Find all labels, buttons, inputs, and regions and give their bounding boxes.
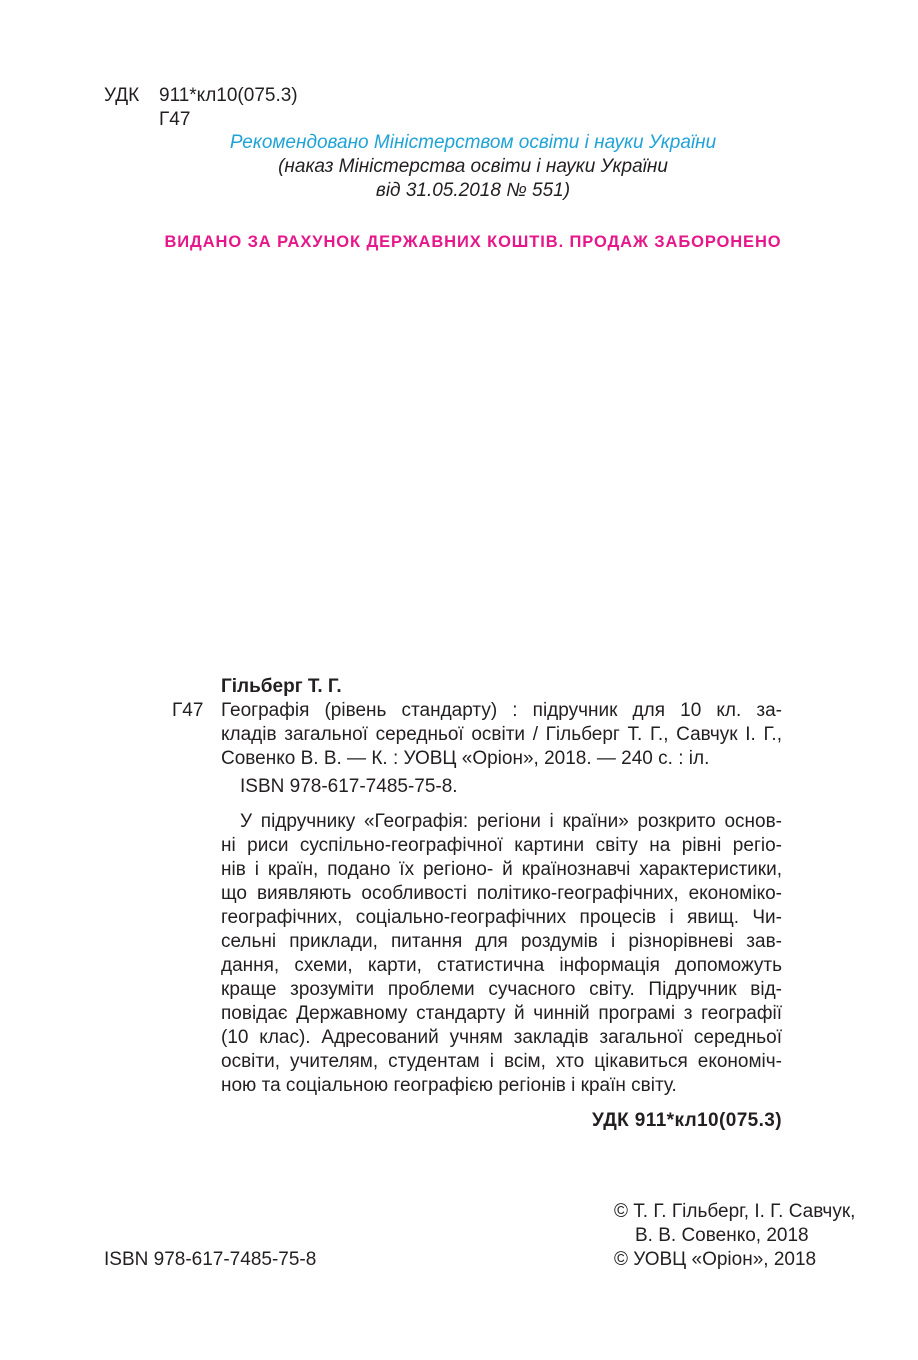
abstract-line: сельні приклади, питання для роздумів і різнорівневі зав- [221, 931, 782, 952]
copyright-authors-continued: В. В. Совенко, 2018 [635, 1225, 809, 1246]
abstract-line: повідає Державному стандарту й чинній програмі з географії [221, 1003, 782, 1024]
bibliography-line: Совенко В. В. — К. : УОВЦ «Оріон», 2018. — 240 с. : іл. [221, 748, 710, 769]
copyright-authors: © Т. Г. Гільберг, І. Г. Савчук, [614, 1201, 856, 1222]
bibliography-line: Географія (рівень стандарту) : підручник для 10 кл. за- [221, 700, 782, 721]
udk-classification: УДК 911*кл10(075.3) [591, 1110, 782, 1131]
abstract-line: дання, схеми, карти, статистична інформація допоможуть [221, 955, 782, 976]
copyright-publisher: © УОВЦ «Оріон», 2018 [614, 1249, 817, 1270]
udk-code: 911*кл10(075.3) [159, 85, 298, 106]
abstract-line: ні риси суспільно-географічної картини світу на рівні регіо- [221, 835, 782, 856]
abstract-line: нів і країн, подано їх регіоно- й країнознавчі характеристики, [221, 859, 782, 880]
not-for-sale-notice: ВИДАНО ЗА РАХУНОК ДЕРЖАВНИХ КОШТІВ. ПРОДАЖ ЗАБОРОНЕНО [164, 233, 782, 251]
footer-isbn: ISBN 978-617-7485-75-8 [104, 1249, 317, 1270]
author-heading: Гільберг Т. Г. [221, 676, 342, 697]
abstract-line: краще зрозуміти проблеми сучасного світу. Підручник від- [221, 979, 782, 1000]
bibliography-line: кладів загальної середньої освіти / Гільберг Т. Г., Савчук І. Г., [221, 724, 782, 745]
abstract-line: освіти, учителям, студентам і всім, хто цікавиться економіч- [221, 1051, 782, 1072]
abstract-line: (10 клас). Адресований учням закладів загальної середньої [221, 1027, 782, 1048]
bibliography-author-mark: Г47 [172, 700, 204, 721]
author-mark: Г47 [159, 109, 191, 130]
abstract-line: ною та соціальною географією регіонів і країн світу. [221, 1075, 677, 1096]
isbn-record: ISBN 978-617-7485-75-8. [240, 776, 458, 797]
udk-label: УДК [104, 85, 140, 106]
abstract-line: що виявляють особливості політико-географічних, економіко- [221, 883, 782, 904]
ministry-recommendation: Рекомендовано Міністерством освіти і науки України [229, 132, 717, 153]
abstract-line: географічних, соціально-географічних процесів і явищ. Чи- [221, 907, 782, 928]
order-reference-line-1: (наказ Міністерства освіти і науки України [278, 156, 668, 177]
order-reference-line-2: від 31.05.2018 № 551) [375, 180, 571, 201]
abstract-line: У підручнику «Географія: регіони і країни» розкрито основ- [240, 811, 782, 832]
